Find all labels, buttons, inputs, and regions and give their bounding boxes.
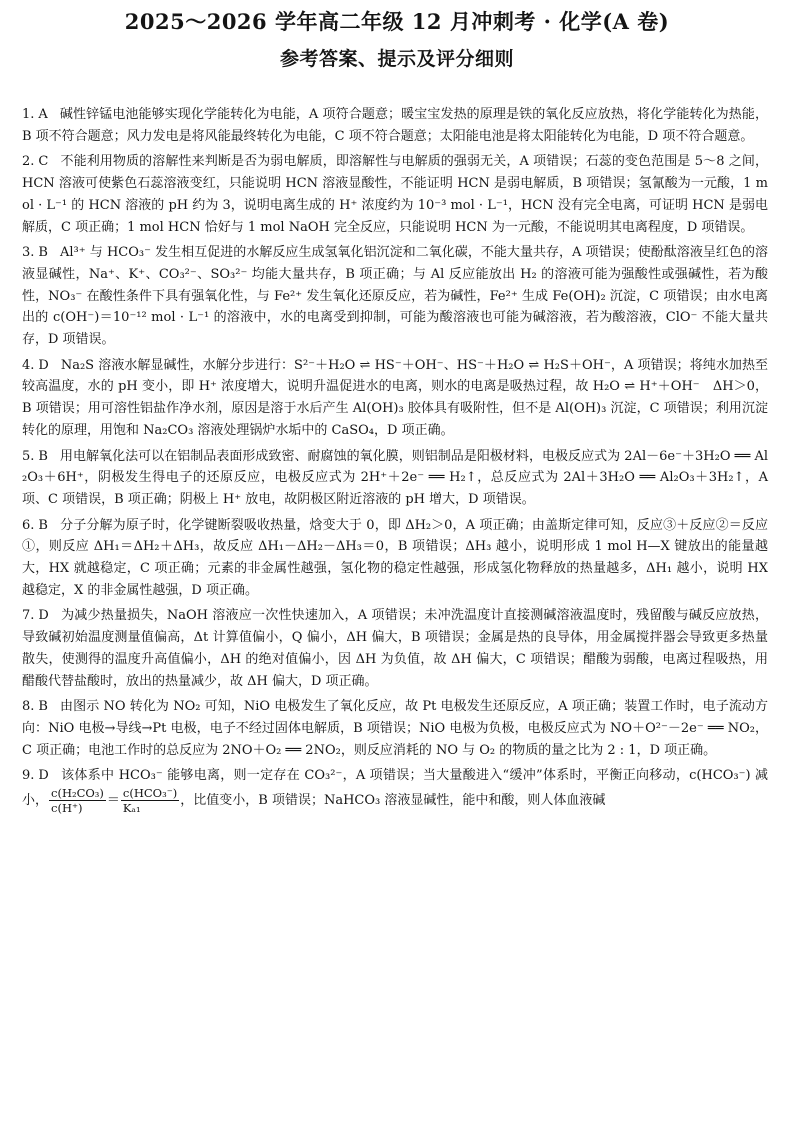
answer-explanation: 该体系中 HCO₃⁻ 能够电离，则一定存在 CO₃²⁻，A 项错误；当大量酸进入“缓冲”体系时，平衡正向移动，c(HCO₃⁻) 减小， bbox=[22, 768, 768, 809]
answer-explanation-continued: ，比值变小，B 项错误；NaHCO₃ 溶液显碱性，能中和酸，则人体血液碱 bbox=[180, 793, 606, 809]
answer-explanation: 用电解氧化法可以在铝制品表面形成致密、耐腐蚀的氧化膜，则铝制品是阳极材料，电极反应式为 2Al－6e⁻＋3H₂O ══ Al₂O₃＋6H⁺，阴极发生得电子的还原反应，电极反应式为 2H⁺＋2e⁻ ══ H₂↑，总反应式为 2Al＋3H₂O ══ Al₂O₃＋3H₂↑，A 项、C 项错误，B 项正确；阴极上 H⁺ 放电，故阴极区附近溶液的 pH 增大，D 项错误。 bbox=[22, 448, 768, 507]
fraction-denominator: Kₐ₁ bbox=[122, 801, 141, 816]
answer-explanation: 为减少热量损失，NaOH 溶液应一次性快速加入，A 项错误；未冲洗温度计直接测碱溶液温度时，残留酸与碱反应放热，导致碱初始温度测量值偏高，Δt 计算值偏小，Q 偏小，ΔH 偏大，B 项错误；金属是热的良导体，用金属搅拌器会导致更多热量散失，使测得的温度升高值偏小，ΔH 的绝对值偏小，因 ΔH 为负值，故 ΔH 偏大，C 项错误；醋酸为弱酸，电离过程吸热，用醋酸代替盐酸时，放出的热量减少，故 ΔH 偏大，D 项正确。 bbox=[22, 608, 768, 689]
answer-number: 7. bbox=[22, 608, 35, 624]
answer-explanation: 不能利用物质的溶解性来判断是否为弱电解质，即溶解性与电解质的强弱无关，A 项错误；石蕊的变色范围是 5～8 之间，HCN 溶液可使紫色石蕊溶液变红，只能说明 HCN 溶液显酸性，不能证明 HCN 是弱电解质，B 项错误；氢氰酸为一元酸，1 mol · L⁻¹ 的 HCN 溶液的 pH 约为 3，说明电离生成的 H⁺ 浓度约为 10⁻³ mol · L⁻¹，HCN 没有完全电离，可证明 HCN 是弱电解质，C 项正确；1 mol HCN 恰好与 1 mol NaOH 完全反应，只能说明 HCN 为一元酸，不能说明其电离程度，D 项错误。 bbox=[22, 154, 768, 235]
answer-item-4 bbox=[22, 355, 768, 442]
answer-number: 1. bbox=[22, 107, 35, 122]
answer-key: D bbox=[38, 768, 49, 784]
answer-number: 5. bbox=[22, 448, 35, 464]
answer-key: D bbox=[38, 608, 49, 624]
answer-item-8 bbox=[22, 696, 768, 761]
answer-key: B bbox=[38, 517, 48, 533]
answer-number: 3. bbox=[22, 245, 35, 261]
answer-item-5 bbox=[22, 446, 768, 511]
fraction-numerator: c(H₂CO₃) bbox=[51, 786, 104, 801]
answer-explanation: Al³⁺ 与 HCO₃⁻ 发生相互促进的水解反应生成氢氧化铝沉淀和二氧化碳，不能大量共存，A 项错误；使酚酞溶液呈红色的溶液显碱性，Na⁺、K⁺、CO₃²⁻、SO₃²⁻ 均能大量共存，B 项正确；与 Al 反应能放出 H₂ 的溶液可能为强酸性或强碱性，若为酸性，NO₃⁻ 在酸性条件下具有强氧化性，与 Fe²⁺ 发生氧化还原反应，若为碱性，Fe²⁺ 生成 Fe(OH)₂ 沉淀，C 项错误；由水电离出的 c(OH⁻)＝10⁻¹² mol · L⁻¹ 的溶液中，水的电离受到抑制，可能为酸溶液也可能为碱溶液，若为酸溶液，ClO⁻ 不能大量共存，D 项错误。 bbox=[22, 245, 768, 348]
page-subtitle: 参考答案、提示及评分细则 bbox=[279, 48, 514, 70]
answer-item-1 bbox=[22, 104, 768, 147]
answer-key: B bbox=[38, 699, 48, 715]
answer-number: 4. bbox=[22, 357, 35, 373]
fraction-h2co3-over-h bbox=[49, 787, 106, 814]
answer-key: D bbox=[38, 357, 49, 373]
answer-explanation: 碱性锌锰电池能够实现化学能转化为电能，A 项符合题意；暖宝宝发热的原理是铁的氧化反应放热，将化学能转化为热能，B 项不符合题意；风力发电是将风能最终转化为电能，C 项不符合题意；太阳能电池是将太阳能转化为电能，D 项不符合题意。 bbox=[22, 107, 768, 144]
answer-explanation: 分子分解为原子时，化学键断裂吸收热量，焓变大于 0，即 ΔH₂＞0，A 项正确；由盖斯定律可知，反应③＋反应②＝反应①，则反应 ΔH₁＝ΔH₂＋ΔH₃，故反应 ΔH₁－ΔH₂－ΔH₃＝0，B 项错误；ΔH₃ 越小，说明形成 1 mol H—X 键放出的能量越大，HX 就越稳定，C 项正确；元素的非金属性越强，氢化物的稳定性越强，形成氢化物释放的热量越多，ΔH₁ 越小，说明 HX 越稳定，X 的非金属性越强，D 项正确。 bbox=[22, 517, 768, 598]
answer-item-9 bbox=[22, 765, 768, 814]
answer-item-6 bbox=[22, 515, 768, 602]
equals-sign: ＝ bbox=[106, 793, 120, 809]
answer-item-7 bbox=[22, 605, 768, 692]
answer-item-2 bbox=[22, 151, 768, 238]
answer-number: 8. bbox=[22, 699, 35, 715]
answer-item-3 bbox=[22, 242, 768, 351]
fraction-numerator: c(HCO₃⁻) bbox=[122, 786, 178, 801]
answer-explanation: 由图示 NO 转化为 NO₂ 可知，NiO 电极发生了氧化反应，故 Pt 电极发生还原反应，A 项正确；装置工作时，电子流动方向：NiO 电极→导线→Pt 电极，电子不经过固体电解质，B 项错误；NiO 电极为负极，电极反应式为 NO＋O²⁻－2e⁻ ══ NO₂，C 项正确；电池工作时的总反应为 2NO＋O₂ ══ 2NO₂，则反应消耗的 NO 与 O₂ 的物质的量之比为 2 : 1，D 项正确。 bbox=[22, 699, 768, 758]
answer-number: 9. bbox=[22, 768, 35, 784]
answer-number: 2. bbox=[22, 154, 35, 170]
answer-key: B bbox=[38, 245, 48, 261]
fraction-denominator: c(H⁺) bbox=[51, 801, 83, 816]
answer-list bbox=[22, 104, 768, 814]
page-title: 2025～2026 学年高二年级 12 月冲刺考 · 化学(A 卷) bbox=[124, 9, 670, 34]
fraction-hco3-over-ka1 bbox=[121, 787, 179, 814]
answer-key: C bbox=[38, 154, 49, 170]
answer-key: B bbox=[38, 448, 48, 464]
answer-explanation: Na₂S 溶液水解显碱性，水解分步进行：S²⁻＋H₂O ⇌ HS⁻＋OH⁻、HS⁻＋H₂O ⇌ H₂S＋OH⁻，A 项错误；将纯水加热至较高温度，水的 pH 变小，即 H⁺ 浓度增大，说明升温促进水的电离，则水的电离是吸热过程，故 H₂O ⇌ H⁺＋OH⁻ ΔH＞0，B 项错误；用可溶性铝盐作净水剂，原因是溶于水后产生 Al(OH)₃ 胶体具有吸附性，但不是 Al(OH)₃ 沉淀，C 项错误；利用沉淀转化的原理，用饱和 Na₂CO₃ 溶液处理锅炉水垢中的 CaSO₄，D 项正确。 bbox=[22, 357, 768, 438]
answer-key: A bbox=[38, 107, 48, 122]
answer-number: 6. bbox=[22, 517, 35, 533]
